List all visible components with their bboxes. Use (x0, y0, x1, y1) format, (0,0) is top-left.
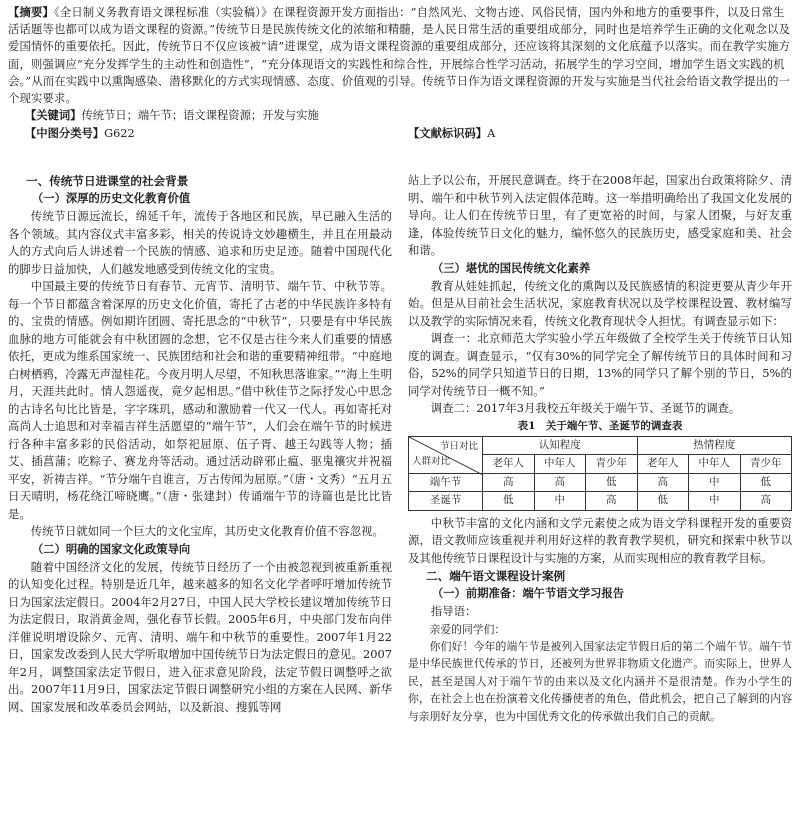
survey-table (408, 436, 792, 511)
subsection-heading-2: （二）明确的国家文化政策导向 (32, 542, 191, 556)
table-cell: 低 (483, 492, 535, 511)
left-column (8, 172, 392, 725)
table-row-label: 圣诞节 (409, 492, 483, 511)
table-cell: 低 (586, 473, 638, 492)
table-subheader: 中年人 (534, 455, 586, 474)
section-heading-1: 一、传统节日进课堂的社会背景 (26, 174, 189, 188)
section-heading-2: 二、端午语文课程设计案例 (426, 569, 566, 583)
table-subheader: 青少年 (740, 455, 792, 474)
table-caption: 表1 关于端午节、圣诞节的调查表 (517, 419, 683, 432)
paragraph: 随着中国经济文化的发展，传统节日经历了一个由被忽视到被重新重视的认知变化过程。特别是近几年，越来越多的知名文化学者呼吁增加传统节日为国家法定假日。2004年2月27日，中国人民大学校长建议增加传统节日为法定假日，取消黄金周，强化春节长假。2005年6月，中央部门发布向伴洋催说明增设除夕、元宵、清明、端午和中秋节的重要性。2007年1月22日，国家发改委到人民大学听取增加中国传统节日为法定假日的意见。2007年2月，调整国家法定节假日，进入征求意见阶段，法定节假日调整呼之欲出。2007年11月9日，国家法定节假日调整研究小组的方案在人民网、新华网、国家发展和改革委员会网站，以及新浪、搜狐等网 (8, 559, 392, 714)
classification-number (8, 125, 408, 143)
classification-row (8, 125, 792, 143)
body-columns (8, 172, 792, 725)
document-code (408, 125, 495, 143)
table-row (409, 492, 792, 511)
table-cell: 中 (534, 492, 586, 511)
table-subheader: 老年人 (483, 455, 535, 474)
table-cell: 高 (586, 492, 638, 511)
paragraph: 站上予以公布，开展民意调查。终于在2008年起，国家出台政策将除夕、清明、端午和中秋节列入法定假体范畴。这一举措明确给出了我国文化发展的导向。让人们在传统节日里，有了更宽裕的时间，与家人团聚，与好友重逢，体验传统节日文化的魅力，编怀悠久的民族历史，感受家庭和美、社会和谐。 (408, 173, 792, 257)
table-cell: 高 (740, 492, 792, 511)
corner-bottom-label: 人群对比 (412, 456, 451, 467)
keywords-label: 【关键词】 (24, 108, 82, 123)
document-code-value: A (487, 126, 496, 140)
table-header-row (409, 436, 792, 455)
classification-value: G622 (104, 126, 135, 140)
keywords-text: 传统节日；端午节；语文课程资源；开发与实施 (81, 109, 319, 123)
guide-label: 指导语： (430, 604, 477, 618)
subsection-heading-4: （一）前期准备：端午节语文学习报告 (432, 587, 625, 600)
corner-top-label: 节日对比 (439, 440, 478, 452)
table-cell: 高 (483, 473, 535, 492)
table-group-header: 认知程度 (483, 436, 638, 455)
subsection-heading-3: （三）堪忧的国民传统文化素养 (432, 261, 591, 275)
abstract-block (8, 4, 792, 107)
table-cell: 低 (740, 473, 792, 492)
abstract-label: 【摘要】 (8, 5, 54, 19)
paragraph: 调查二：2017年3月我校五年级关于端午节、圣诞节的调查。 (430, 401, 741, 415)
table-corner-cell (409, 436, 483, 473)
abstract-text: 《全日制义务教育语文课程标准（实验稿）》在课程资源开发方面指出：“自然风光、文物古迹、风俗民情，国内外和地方的重要事件，以及日常生活话题等也都可以成为语文课程的资源。”传统节日是民族传统文化的浓缩和精髓，是人民日常生活的重要组成部分，同时也是培养学生正确的文化观念以及爱国情怀的重要依托。因此，传统节日不仅应该被“请”进课堂，成为语文课程资源的重要组成部分，还应该将其深刻的文化底蕴予以落实。而在教学实施方面，则强调应“充分发挥学生的主动性和创造性”，“充分体现语文的实践性和综合性，开展综合性学习活动，拓展学生的学习空间，增加学生语文实践的机会。”从而在实践中以熏陶感染、潜移默化的方式实现情感、态度、价值观的引导。传统节日作为语文课程资源的开发与实施是当代社会给语文教学提出的一个现实要求。 (8, 6, 791, 106)
table-cell: 高 (637, 473, 689, 492)
table-subheader: 青少年 (586, 455, 638, 474)
table-cell: 中 (689, 492, 741, 511)
paragraph: 调查一：北京师范大学实验小学五年级做了全校学生关于传统节日认知度的调查。调查显示，“仅有30%的同学完全了解传统节日的具体时间和习俗，52%的同学只知道节日的日期，13%的同学只了解个别的节日，5%的同学对传统节日一概不知。” (408, 331, 792, 398)
table-row-label: 端午节 (409, 473, 483, 492)
table-cell: 高 (534, 473, 586, 492)
keywords-block (8, 107, 792, 125)
table-cell: 中 (689, 473, 741, 492)
letter-body: 你们好！今年的端午节是被列入国家法定节假日后的第二个端午节。端午节是中华民族世代传承的节日，还被列为世界非物质文化遗产。而实际上，世界人民，甚至是国人对于端午节的由来以及文化内涵并不是很清楚。作为小学生的你，在社会上也在扮演着文化传播使者的角色，借此机会，把自己了解到的内容与亲朋好友分享，也为中国优秀文化的传承做出我们自己的贡献。 (408, 639, 792, 723)
table-group-header: 热情程度 (637, 436, 792, 455)
paragraph: 中国最主要的传统节日有春节、元宵节、清明节、端午节、中秋节等。每一个节日都蕴含着深厚的历史文化价值，寄托了古老的中华民族许多特有的、宝贵的情感。例如期许团圆、寄托思念的“中秋节”，只要是有中华民族血脉的地方可能就会有中秋团圆的念想，它不仅是古往今来人们重要的情感依托，更成为维系国家统一、民族团结和社会和谐的重要精神纽带。“中庭地白树栖鸦，冷露无声湿桂花。今夜月明人尽望，不知秋思落谁家。”“海上生明月，天涯共此时。情人怨遥夜，竟夕起相思。”借中秋佳节之际抒发心中思念的古诗名句比比皆是，字字珠玑，感动和激励着一代又一代人。再如寄托对高尚人士追思和对幸福吉祥生活愿望的“端午节”，人们会在端午节的时候进行各种丰富多彩的民俗活动，如祭祀屈原、伍子胥、越王勾践等人物；插艾、插菖蒲；吃粽子、赛龙舟等活动。通过活动辟邪止瘟、驱鬼禳灾并祝福平安，祈祷吉祥。“节分端午自谁言，万古传闻为屈原。”（唐・文秀）“五月五日天晴明，杨花绕江啼晓鹰。”（唐・张建封）传诵端午节的诗篇也是比比皆是。 (8, 279, 392, 521)
subsection-heading-1: （一）深厚的历史文化教育价值 (32, 192, 191, 205)
paragraph: 传统节日源远流长，绵延千年，流传于各地区和民族，早已融入生活的各个领域。其内容仪式丰富多彩，相关的传说诗文妙趣横生，并且在用最动人的方式向后人讲述着一个民族的情感、追求和历史足迹。随着中国现代化的脚步日益加快，人们越发地感受到传统文化的宝贵。 (8, 209, 392, 276)
letter-greeting: 亲爱的同学们： (429, 622, 506, 636)
table-subheader: 老年人 (637, 455, 689, 474)
right-column (408, 172, 792, 725)
paragraph: 传统节日就如同一个巨大的文化宝库，其历史文化教育价值不容忽视。 (30, 524, 384, 538)
classification-label: 【中图分类号】 (25, 125, 105, 140)
table-row (409, 473, 792, 492)
paragraph: 教育从娃娃抓起，传统文化的熏陶以及民族感情的积淀更要从青少年开始。但是从目前社会生活状况，家庭教育状况以及学校课程设置、教材编写以及教学的实际情况来看，传统文化教育现状令人担忧。有调查显示如下： (408, 278, 792, 328)
table-subheader: 中年人 (689, 455, 741, 474)
paragraph: 中秋节丰富的文化内涵和文学元素使之成为语文学科课程开发的重要资源，语文教师应该重视并利用好这样的教育教学契机，研究和探索中秋节以及其他传统节日课程设计与实施的方案，从而实现相应的教育教学目标。 (408, 515, 792, 565)
document-code-label: 【文献标识码】 (408, 125, 488, 140)
table-cell: 低 (637, 492, 689, 511)
